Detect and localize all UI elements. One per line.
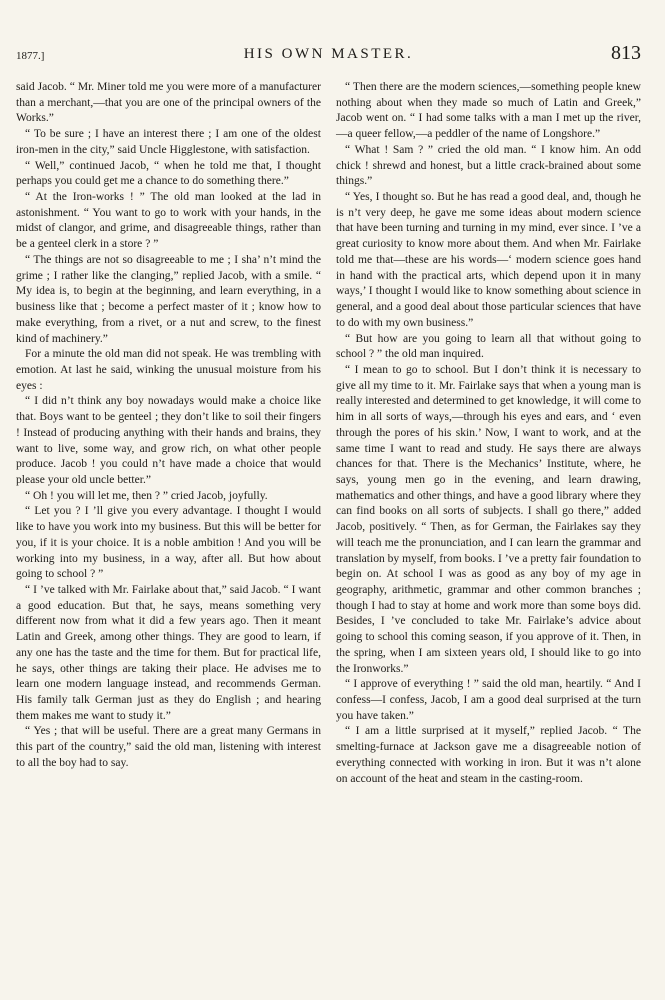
page-number: 813 (611, 42, 641, 64)
paragraph: “ What ! Sam ? ” cried the old man. “ I know him. An odd chick ! shrewd and honest, but a little crack-brained about some things.” (336, 143, 641, 188)
paragraph: “ I approve of everything ! ” said the old man, heartily. “ And I confess—I confess, Jacob, I am a good deal surprised at the turn you have taken.” (336, 678, 641, 722)
paragraph: “ Yes ; that will be useful. There are a great many Germans in this part of the country,” said the old man, listening with interest to all the boy had to say. (16, 725, 321, 769)
paragraph: “ The things are not so disagreeable to me ; I sha’ n’t mind the grime ; I rather like the clanging,” replied Jacob, with a smile. “ My idea is, to begin at the beginning, and learn everything, in a business like that ; become a perfect master of it ; know how to make everything, from a rivet, or a nut and screw, to the finest kind of machinery.” (16, 253, 321, 345)
paragraph: For a minute the old man did not speak. He was trembling with emotion. At last he said, winking the unusual moisture from his eyes : (16, 348, 321, 392)
right-column (336, 80, 641, 787)
paragraph: “ Let you ? I ’ll give you every advantage. I thought I would like to have you work into my business. But this will be better for you, if it is your choice. It is a noble ambition ! And you will be working into my business, in a way, after all. But how about going to school ? ” (16, 505, 321, 581)
paragraph: “ But how are you going to learn all that without going to school ? ” the old man inquired. (336, 332, 641, 361)
paragraph: “ At the Iron-works ! ” The old man looked at the lad in astonishment. “ You want to go to work with your hands, in the midst of clangor, and grime, and disagreeable things, rather than be a genteel clerk in a store ? ” (16, 191, 321, 251)
paragraph: “ I did n’t think any boy nowadays would make a choice like that. Boys want to be genteel ; they don’t like to soil their fingers ! Instead of producing anything with their hands and brains, they want to live, some way, and grow rich, on what other people produce. Jacob ! you could n’t have made a choice that would please your old uncle better.” (16, 395, 321, 486)
paragraph: “ I am a little surprised at it myself,” replied Jacob. “ The smelting-furnace at Jackson gave me a disagreeable notion of everything connected with working in iron. But it was n’t alone on account of the heat and steam in the casting-room. (336, 725, 641, 785)
paragraph: “ I mean to go to school. But I don’t think it is necessary to give all my time to it. Mr. Fairlake says that when a young man is really interested and determined to get knowledge, it will come to him in all sorts of ways,—through his eyes and ears, and ‘ even through the pores of his skin.’ Now, I want to work, and at the same time I want to read and study. He says there are always chances for that. There is the Mechanics’ Institute, where, he says, young men go in the evening, and learn drawing, mathematics and other things, and have a good library where they can find books on all sorts of subjects. I shall go there,” added Jacob, positively. “ Then, as for German, the Fairlakes say they will teach me the pronunciation, and I can learn the grammar and translation by myself, from books. I ’ve a pretty fair foundation to begin on. At school I was as good as any boy of my age in geography, arithmetic, grammar and other common branches ; though I had to stay at home and work more than some boys did. Besides, I ’ve concluded to take Mr. Fairlake’s advice about going to school this coming season, if you approve of it. Then, in the spring, when I am sixteen years old, I should like to go into the Ironworks.” (336, 363, 641, 675)
paragraph: “ Yes, I thought so. But he has read a good deal, and, though he is n’t very deep, he gave me some ideas about modern science that have been turning and turning in my mind, ever since. I ’ve a great curiosity to know more about them. And when Mr. Fairlake told me that—these are his words—‘ modern science goes hand in hand with the practical arts, which depend upon it in many ways,’ I thought I would like to know something about science in general, and a good deal about those particular sciences that have to do with my own business.” (336, 191, 641, 329)
paragraph: “ Well,” continued Jacob, “ when he told me that, I thought perhaps you could get me a chance to do something there.” (16, 159, 321, 188)
paragraph: “ Then there are the modern sciences,—something people knew nothing about when they made so much of Latin and Greek,” Jacob went on. “ I had some talks with a man I met up the river, —a queer fellow,—a peddler of the name of Longshore.” (336, 81, 641, 141)
paragraph: “ To be sure ; I have an interest there ; I am one of the oldest iron-men in the city,” said Uncle Higglestone, with satisfaction. (16, 128, 321, 156)
issue-date: 1877.] (16, 50, 45, 62)
paragraph: said Jacob. “ Mr. Miner told me you were more of a manufacturer than a merchant,—that you are one of the principal owners of the Works.” (16, 81, 321, 125)
running-header (16, 44, 641, 70)
text-columns (16, 80, 641, 787)
paragraph: “ Oh ! you will let me, then ? ” cried Jacob, joyfully. (25, 489, 268, 502)
running-title: HIS OWN MASTER. (243, 46, 414, 62)
paragraph: “ I ’ve talked with Mr. Fairlake about that,” said Jacob. “ I want a good education. But that, he says, means something very different now from what it did a few years ago. Then it meant Latin and Greek, among other things. They are good to learn, if any one has the taste and the time for them. But for practical life, he says, other things are taking their place. He advises me to learn one modern language instead, and recommends German. His family talk German just as they do English ; and hearing them makes me want to study it.” (16, 584, 321, 722)
left-column (16, 80, 321, 787)
